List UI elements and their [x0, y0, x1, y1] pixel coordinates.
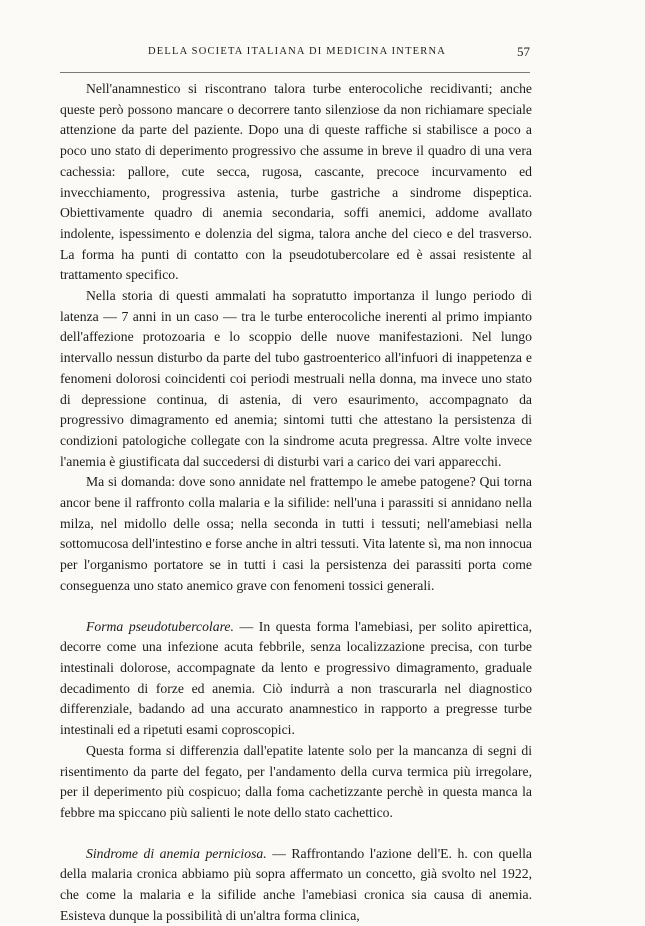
paragraph: Questa forma si differenzia dall'epatite latente solo per la mancanza di segni di risentimento da parte del fegato, per l'andamento della curva termica più irregolare, per il deperimento più cospicuo; dalla foma cachetizzante perchè in questa manca la febbre ma spiccano più salienti le note dello stato cachettico.	[60, 742, 532, 820]
running-title: DELLA SOCIETA ITALIANA DI MEDICINA INTERNA	[148, 46, 447, 57]
paragraph: Nell'anamnestico si riscontrano talora turbe enterocoliche recidivanti; anche queste però possono mancare o decorrere tanto silenziose da non richiamare speciale attenzione da parte del paziente. Dopo una di queste raffiche si stabilisce a poco a poco uno stato di deperimento progressivo che assume in breve il quadro di una vera cachessia: pallore, cute secca, rugosa, cascante, precoce incurvamento ed invecchiamento, progressiva astenia, turbe gastriche a sindrome dispeptica. Obiettivamente quadro di anemia secondaria, soffi anemici, addome avallato indolente, ispessimento e dolenzia del sigma, talora anche del cieco e del trasverso. La forma ha punti di contatto con la pseudotubercolare ed è assai resistente al trattamento specifico.	[60, 81, 532, 283]
section-paragraph	[60, 844, 532, 926]
paragraph: Ma si domanda: dove sono annidate nel frattempo le amebe patogene? Qui torna ancor bene il raffronto colla malaria e la sifilide: nell'una i parassiti si annidano nella milza, nel midollo delle ossa; nella seconda in tutti i tessuti; nell'amebiasi nella sottomucosa dell'intestino e forse anche in altri tessuti. Vita latente sì, ma non innocua per l'organismo portatore se in tutti i casi la persistenza dei parassiti porta come conseguenza uno stato anemico grave con fenomeni tossici generali.	[60, 474, 532, 593]
page-header	[60, 44, 530, 64]
section-text: — In questa forma l'amebiasi, per solito apirettica, decorre come una infezione acuta febbrile, senza localizzazione precisa, con turbe intestinali dolorose, accompagnate da lento e progressivo dimagramento, graduale decadimento di forze ed anemia. Ciò indurrà a non trascurarla nel diagnostico differenziale, badando ad una accurato anamnestico in rapporto a pregresse turbe intestinali ed a ripetuti esami coproscopici.	[60, 618, 533, 738]
section-title: Forma pseudotubercolare.	[86, 618, 234, 634]
section-paragraph	[60, 617, 532, 741]
section-text: — Raffrontando l'azione dell'E. h. con quella della malaria cronica abbiamo più sopra affermato un concetto, già svolto nel 1922, che come la malaria e la sifilide anche l'amebiasi cronica sia causa di anemia. Esisteva dunque la possibilità di un'altra forma clinica,	[60, 845, 533, 923]
header-rule	[60, 72, 530, 73]
section-title: Sindrome di anemia perniciosa.	[86, 845, 267, 861]
body-text	[60, 79, 532, 926]
paragraph: Nella storia di questi ammalati ha sopratutto importanza il lungo periodo di latenza — 7 anni in un caso — tra le turbe enterocoliche inerenti al primo impianto dell'affezione protozoaria e lo scoppio delle nuove manifestazioni. Nel lungo intervallo nessun disturbo da parte del tubo gastroenterico all'infuori di inappetenza e fenomeni dolorosi coincidenti coi periodi mestruali nella donna, ma invece uno stato di depressione continua, di astenia, di vero esaurimento, accompagnato da progressivo dimagramento ed anemia; sintomi tutti che attestano la persistenza di condizioni patologiche collegate con la sindrome acuta pregressa. Altre volte invece l'anemia è giustificata dal succedersi di disturbi vari a carico dei vari apparecchi.	[60, 288, 532, 469]
page-number: 57	[517, 44, 530, 59]
